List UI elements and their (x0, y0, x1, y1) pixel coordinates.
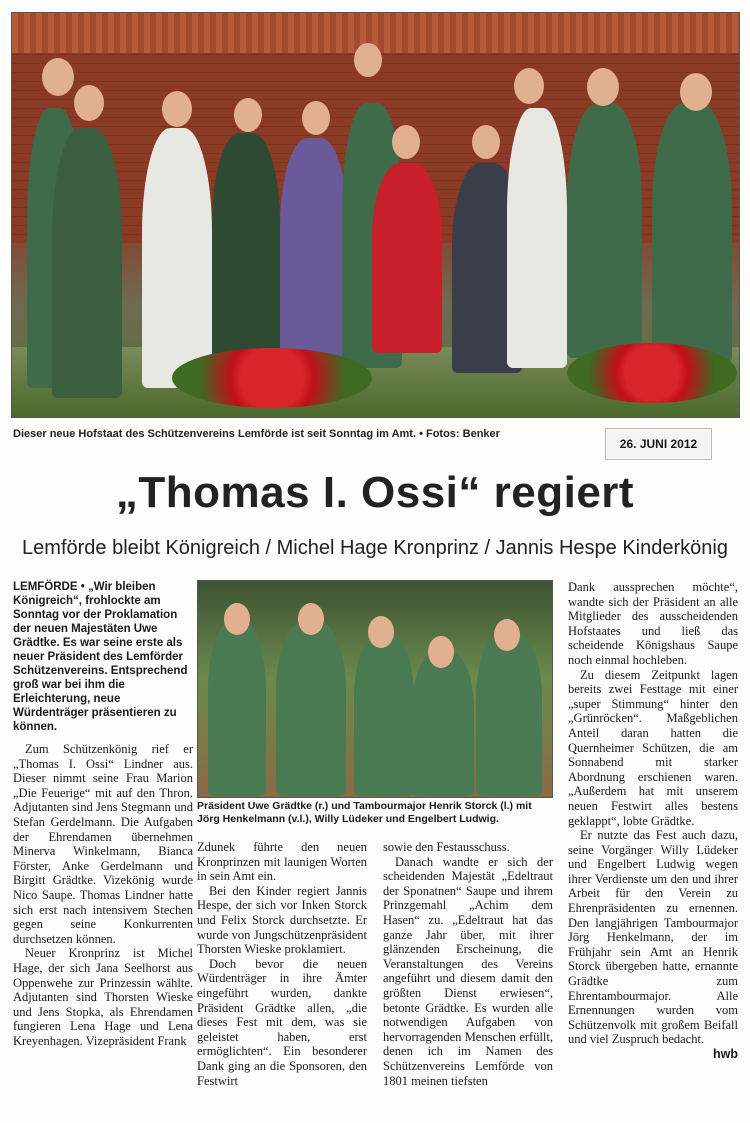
person-head (354, 43, 382, 77)
person (142, 128, 212, 388)
paragraph: Danach wandte er sich der scheidenden Majestät „Edeltraut der Sponatnen“ Saupe und ihrem Prinzgemahl „Achim dem Hasen“ zu. „Edeltraut hat das ganze Jahr über, mit ihrer glänzenden Erscheinung, die Veranstaltungen des Vereins angeführt und diesem damit den größten Dienst erwiesen“, betonte Grädtke. Es wurden alle notwendigen Aufgaben von hervorragenden Menschen erfüllt, denen ich im Namen des Schützenvereins Lemförde von 1801 meinen tiefsten (383, 854, 553, 1088)
paragraph: Zum Schützenkönig rief er „Thomas I. Ossi“ Lindner aus. Dieser nimmt seine Frau Marion „Die Feuerige“ mit auf den Thron. Adjutanten sind Jens Stegmann und Stefan Gerdelmann. Die Aufgaben der Ehrendamen übernehmen Minerva Winkelmann, Bianca Förster, Anke Gerdelmann und Birgitt Grädtke. Vizekönig wurde Nico Saupe. Thomas Lindner hatte sich erst nach intensivem Stechen gegen seine Konkurrenten durchsetzen können. (13, 742, 193, 946)
photo-caption-top: Dieser neue Hofstaat des Schützenvereins Lemförde ist seit Sonntag im Amt. • Fotos: Benker (13, 428, 500, 440)
person-head (587, 68, 619, 106)
person (354, 633, 414, 796)
person (276, 621, 346, 796)
author-signature: hwb (713, 1047, 738, 1061)
person-head (368, 616, 394, 648)
paragraph: Neuer Kronprinz ist Michel Hage, der sich Jana Seelhorst aus Oppenwehe zur Prinzessin wählte. Adjutanten sind Thorsten Wieske und Jens Stopka, als Ehrendamen fungieren Lena Hage und Lena Kreyenhagen. Vizepräsident Frank (13, 946, 193, 1048)
person (652, 103, 732, 363)
paragraph: Doch bevor die neuen Würdenträger in ihre Ämter eingeführt wurden, dankte Präsident Grädtke allen, „die dieses Fest mit dem, was sie geleistet haben, erst ermöglichten“. Ein besonderer Dank ging an die Sponsoren, den Festwirt (197, 956, 367, 1088)
person-head (42, 58, 74, 96)
photo-caption-bottom: Präsident Uwe Grädtke (r.) und Tambourmajor Henrik Storck (l.) mit Jörg Henkelmann (v.l.), Willy Lüdeker und Engelbert Ludwig. (197, 800, 532, 825)
person-head (302, 101, 330, 135)
flower-bed (172, 348, 372, 408)
headline: „Thomas I. Ossi“ regiert (115, 468, 635, 517)
person (208, 621, 266, 796)
person-head (234, 98, 262, 132)
person (372, 163, 442, 353)
paragraph: Zu diesem Zeitpunkt lagen bereits zwei Festtage mit einer „super Stimmung“ hinter den „Grünröcken“. Maßgeblichen Anteil daran hatten die Quernheimer Schützen, die am Sonnabend mit starker Abordnung erschienen waren. „Außerdem hat mit unserem neuen Festwirt alles bestens geklappt“, lobte Grädtke. (568, 667, 738, 828)
person-head (162, 91, 192, 127)
article-column-4 (568, 580, 738, 1062)
person-head (472, 125, 500, 159)
person-head (494, 619, 520, 651)
person (507, 108, 567, 368)
officials-photo (197, 580, 553, 798)
person-head (392, 125, 420, 159)
person-head (514, 68, 544, 104)
article-lead: LEMFÖRDE • „Wir bleiben Königreich“, frohlockte am Sonntag vor der Proklamation der neuen Majestäten Uwe Grädtke. Es war seine erste als neuer Präsident des Lemförder Schützenvereins. Entsprechend groß war bei ihm die Erleichterung, neue Würdenträger präsentieren zu können. (13, 581, 188, 733)
date-box: 26. JUNI 2012 (605, 428, 712, 460)
person-head (680, 73, 712, 111)
person-head (428, 636, 454, 668)
person (567, 103, 642, 358)
person (52, 128, 122, 398)
person (212, 133, 280, 363)
article-column-2 (197, 840, 367, 1088)
paragraph: Er nutzte das Fest auch dazu, seine Vorgänger Willy Lüdeker und Engelbert Ludwig wegen ihrer Verdienste um den und ihrer Arbeit für den Verein zu Ehrenpräsidenten zu ernennen. Den langjährigen Tambourmajor Jörg Henkelmann, der im Frühjahr sein Amt an Henrik Storck übergeben hatte, ernannte Grädtke zum Ehrentambourmajor. Alle Ernennungen wurden vom Schützenvolk mit großem Beifall und viel Zuspruch bedacht. (568, 828, 738, 1047)
person (412, 651, 474, 796)
person-head (298, 603, 324, 635)
paragraph: Zdunek führte den neuen Kronprinzen mit launigen Worten in sein Amt ein. (197, 840, 367, 884)
paragraph: Bei den Kinder regiert Jannis Hespe, der sich vor Inken Storck und Felix Storck durchsetzte. Er wurde von Jungschützenpräsident Thorsten Wieske proklamiert. (197, 883, 367, 957)
paragraph: Dank aussprechen möchte“, wandte sich der Präsident an alle Mitglieder des ausscheidenden Hofstaates und ließ das scheidende Königshaus Saupe noch einmal hochleben. (568, 580, 738, 667)
article-column-3 (383, 840, 553, 1088)
person (280, 138, 348, 363)
flower-bed (567, 343, 737, 403)
person-head (224, 603, 250, 635)
person-head (74, 85, 104, 121)
group-photo (11, 12, 740, 418)
subheadline: Lemförde bleibt Königreich / Michel Hage Kronprinz / Jannis Hespe Kinderkönig (22, 537, 728, 559)
paragraph: sowie den Festausschuss. (383, 840, 510, 854)
person (476, 633, 542, 796)
article-column-1 (13, 580, 193, 1048)
